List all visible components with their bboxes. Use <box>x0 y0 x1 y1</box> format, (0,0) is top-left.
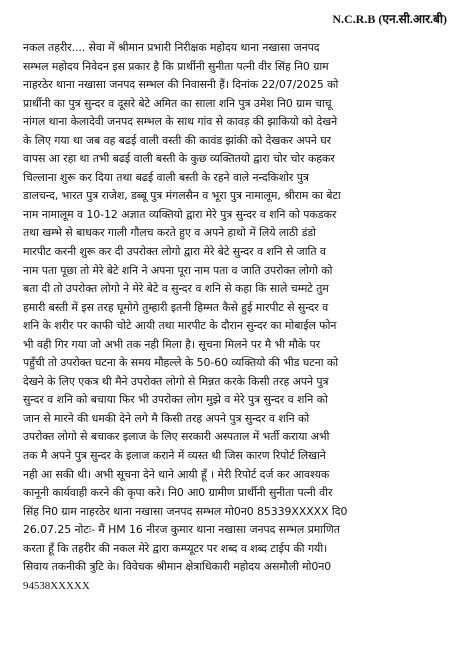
text-line: बता दी तो उपरोक्त लोगो ने मेरे बेटे व सुन्दर व शनि से कहा कि साले चम्मटे तुम <box>23 282 329 296</box>
text-line: देखने के लिए एकत्र थी मैने उपरोक्त लोगो से मिन्नत करके किसी तरह अपने पुत्र <box>23 374 329 388</box>
text-line: सिवाय तकनीकी त्रुटि के। विवेचक श्रीमान क्षेत्राधिकारी महोदय असमौली मो0न0 <box>23 560 332 574</box>
page-header-title: N.C.R.B (एन.सी.आर.बी) <box>332 12 447 26</box>
text-line: वापस आ रहा था तभी बढई वाली बस्ती के कुछ व्यक्तितयो द्वारा चोर चोर कहकर <box>23 152 335 166</box>
document-body <box>23 39 453 595</box>
text-line: शनि के शरीर पर काफी चोटे आयी तथा मारपीट के दौरान सुन्दर का मोबाईल फोन <box>23 319 337 333</box>
text-line: 94538XXXXX <box>23 579 90 592</box>
text-line: डालचन्द, भारत पुत्र राजेश, डब्बू पुत्र मंगलसैन व भूरा पुत्र नामालूम, श्रीराम का बेटा <box>23 189 341 203</box>
text-line: पहुँची तो उपरोक्त घटना के समय मौहल्ले के 50-60 व्यक्तियो की भीड घटना को <box>23 356 339 370</box>
text-line: मारपीट करनी शुरू कर दी उपरोक्त लोगो द्वारा मेरे बेटे सुन्दर व शनि से जाति व <box>23 245 326 259</box>
text-line: चिल्लाना शुरू कर दिया तथा बढई वाली बस्ती के रहने वाले नन्दकिशोर पुत्र <box>23 170 309 184</box>
text-line: जान से मारने की धमकी देने लगे मै किसी तरह अपने पुत्र सुन्दर व शनि को <box>23 411 310 425</box>
text-line: हमारी बस्ती में इस तरह घूमोगे तुम्हारी इतनी हिम्मत कैसे हुई मारपीट से सुन्दर व <box>23 300 329 314</box>
text-line: नाम पता पूछा तो मेरे बेटे शनि ने अपना पूरा नाम पता व जाति उपरोक्त लोगो को <box>23 263 333 277</box>
text-line: नही आ सकी थी। अभी सूचना देने थाने आयी हूँ । मेरी रिपोर्ट दर्ज कर आवश्यक <box>23 467 330 481</box>
text-line: तक मै अपने पुत्र सुन्दर के इलाज कराने में व्यस्त थी जिस कारण रिपोर्ट लिखाने <box>23 449 326 463</box>
text-line: नाहरठेर थाना नखासा जनपद सम्भल की निवासनी हैं। दिनांक 22/07/2025 को <box>23 78 339 92</box>
text-line: सुन्दर व शनि को बचाया फिर भी उपरोक्त लोग मुझे व मेरे पुत्र सुन्दर व शनि को <box>23 393 328 407</box>
text-line: नाम नामालूम व 10-12 अज्ञात व्यक्तियो द्वारा मेरे पुत्र सुन्दर व शनि को पकडकर <box>23 207 337 221</box>
text-line: करता हूँ कि तहरीर की नकल मेरे द्वारा कम्प्यूटर पर शब्द व शब्द टाईप की गयी। <box>23 541 328 555</box>
text-line: सिंह नि0 ग्राम नाहरठेर थाना नखासा जनपद सम्भल मो0न0 85339XXXXX दि0 <box>23 504 348 518</box>
text-line: कानूनी कार्यवाही करने की कृपा करे। नि0 आ0 ग्रामीण प्रार्थीनी सुनीता पत्नी वीर <box>23 486 333 500</box>
text-line: भी वही गिर गया जो अभी तक नही मिला है। सूचना मिलने पर मै भी मौके पर <box>23 337 321 351</box>
text-line: उपरोक्त लोगो से बचाकर इलाज के लिए सरकारी अस्पताल में भर्ती कराया अभी <box>23 430 330 444</box>
text-line: प्रार्थीनी का पुत्र सुन्दर व दूसरे बेटे अमित का साला शनि पुत्र उमेश नि0 ग्राम चाचू <box>23 96 332 110</box>
text-line: नांगल थाना केलादेवी जनपद सम्भल के साथ गांव से कावड़ की झाकियो को देखने <box>23 115 338 129</box>
text-line: सम्भल महोदय निवेदन इस प्रकार है कि प्रार्थीनी सुनीता पत्नी वीर सिंह नि0 ग्राम <box>23 59 329 73</box>
text-line: के लिए गया था जब वह बढई वाली वस्ती की कावंड झांकी को देखकर अपने घर <box>23 133 331 147</box>
text-line: तथा खम्भे से बाधकर गाली गौलच करते हुए व अपने हाथो में लिये लाठी डंडो <box>23 226 316 240</box>
text-line: 26.07.25 नोटः- मैं HM 16 नीरज कुमार थाना नखासा जनपद सम्भल प्रमाणित <box>23 523 340 537</box>
text-line: नकल तहरीर.... सेवा में श्रीमान प्रभारी निरीक्षक महोदय थाना नखासा जनपद <box>23 41 320 54</box>
